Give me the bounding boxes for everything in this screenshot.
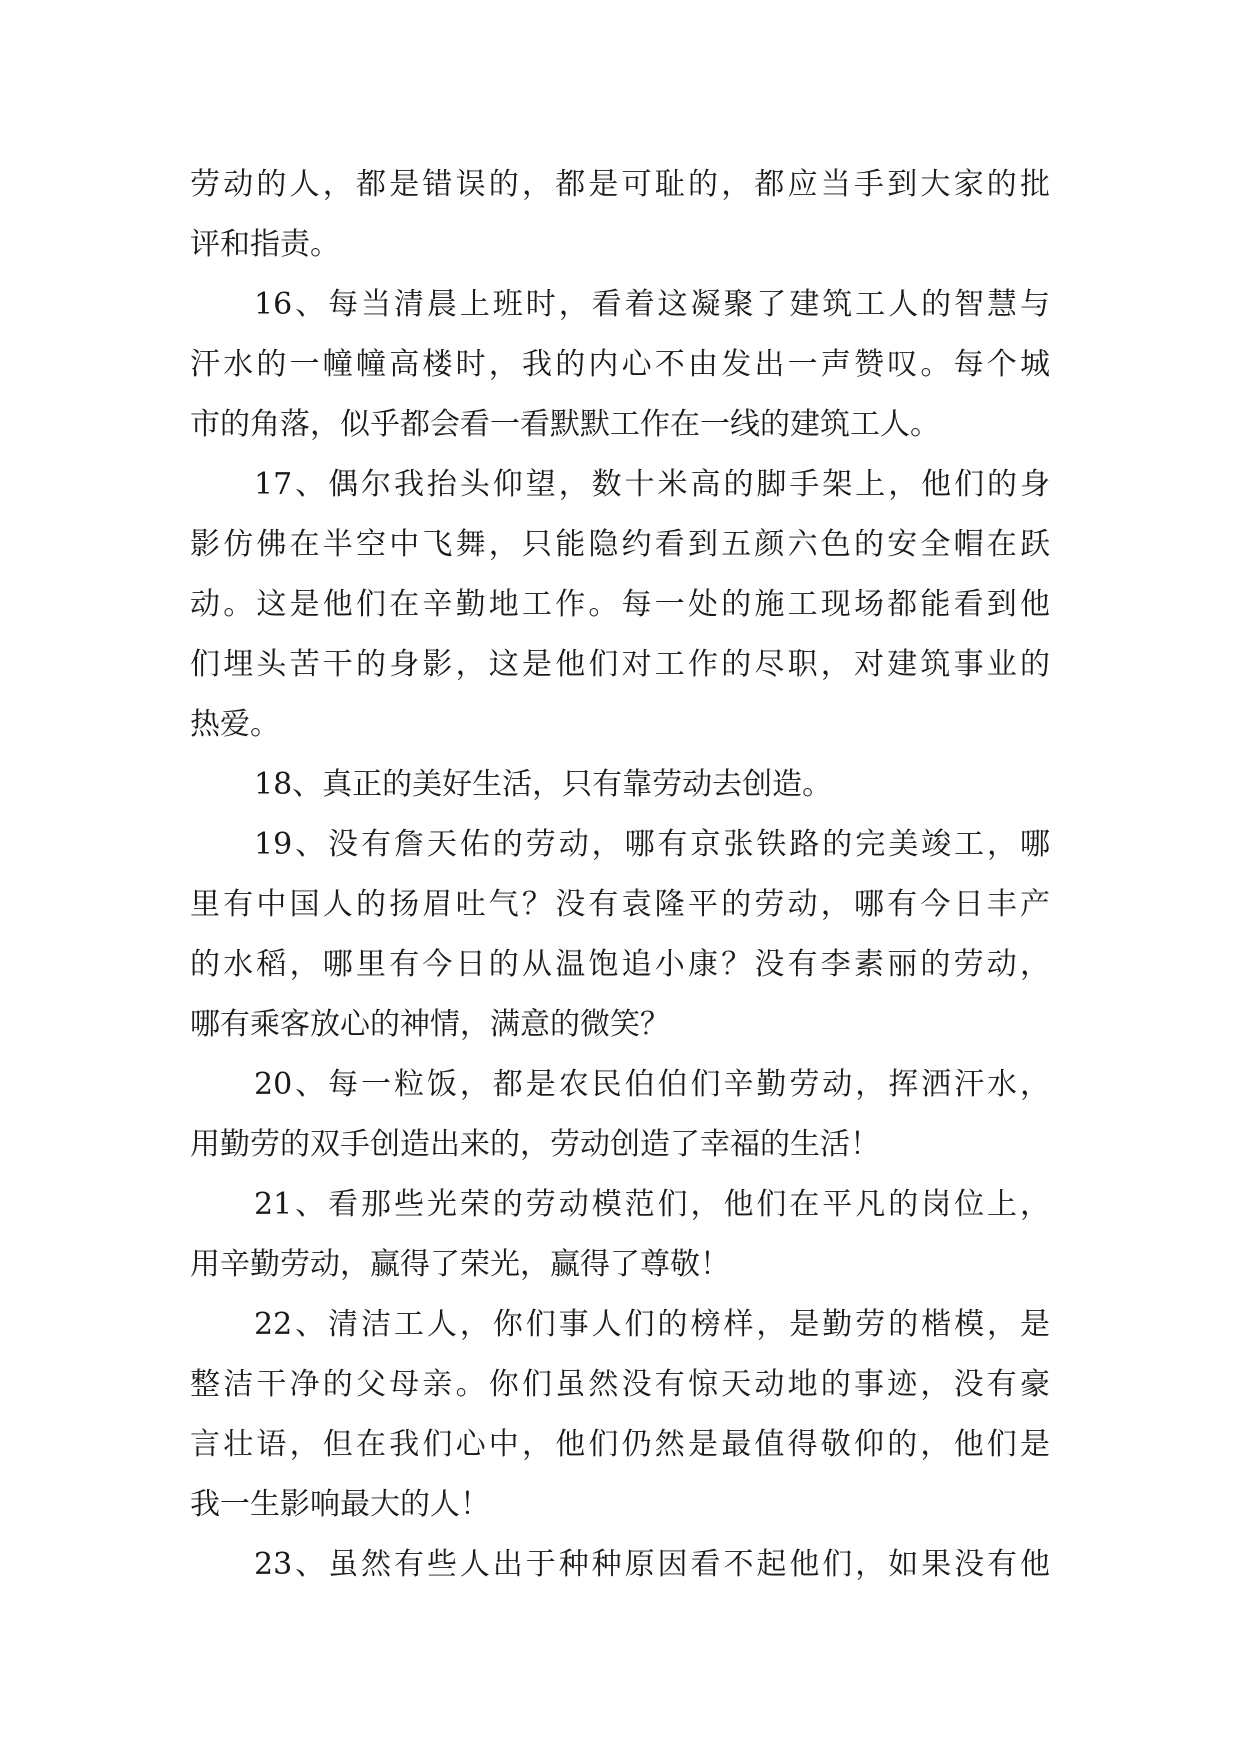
text-line: 们埋头苦干的身影，这是他们对工作的尽职，对建筑事业的	[190, 647, 1050, 682]
text-line: 汗水的一幢幢高楼时，我的内心不由发出一声赞叹。每个城	[190, 347, 1050, 382]
text-line: 用辛勤劳动，赢得了荣光，赢得了尊敬！	[190, 1247, 730, 1282]
text-line: 整洁干净的父母亲。你们虽然没有惊天动地的事迹，没有豪	[190, 1367, 1050, 1402]
text-line: 用勤劳的双手创造出来的，劳动创造了幸福的生活！	[190, 1127, 880, 1162]
paragraph-21-start: 21、看那些光荣的劳动模范们，他们在平凡的岗位上，	[254, 1187, 1050, 1222]
paragraph-17-start: 17、偶尔我抬头仰望，数十米高的脚手架上，他们的身	[254, 467, 1050, 502]
paragraph-18: 18、真正的美好生活，只有靠劳动去创造。	[254, 767, 833, 802]
text-line: 热爱。	[190, 707, 280, 742]
text-line: 劳动的人，都是错误的，都是可耻的，都应当手到大家的批	[190, 167, 1050, 202]
text-line: 我一生影响最大的人！	[190, 1487, 490, 1522]
text-line: 哪有乘客放心的神情，满意的微笑？	[190, 1007, 670, 1042]
text-line: 里有中国人的扬眉吐气？没有袁隆平的劳动，哪有今日丰产	[190, 887, 1050, 922]
text-line: 评和指责。	[190, 227, 340, 262]
paragraph-23-start: 23、虽然有些人出于种种原因看不起他们，如果没有他	[254, 1547, 1050, 1582]
text-line: 动。这是他们在辛勤地工作。每一处的施工现场都能看到他	[190, 587, 1050, 622]
paragraph-19-start: 19、没有詹天佑的劳动，哪有京张铁路的完美竣工，哪	[254, 827, 1050, 862]
text-line: 市的角落，似乎都会看一看默默工作在一线的建筑工人。	[190, 407, 940, 442]
text-line: 影仿佛在半空中飞舞，只能隐约看到五颜六色的安全帽在跃	[190, 527, 1050, 562]
text-line: 的水稻，哪里有今日的从温饱追小康？没有李素丽的劳动，	[190, 947, 1050, 982]
paragraph-22-start: 22、清洁工人，你们事人们的榜样，是勤劳的楷模，是	[254, 1307, 1050, 1342]
paragraph-16-start: 16、每当清晨上班时，看着这凝聚了建筑工人的智慧与	[254, 287, 1050, 322]
paragraph-20-start: 20、每一粒饭，都是农民伯伯们辛勤劳动，挥洒汗水，	[254, 1067, 1050, 1102]
text-line: 言壮语，但在我们心中，他们仍然是最值得敬仰的，他们是	[190, 1427, 1050, 1462]
